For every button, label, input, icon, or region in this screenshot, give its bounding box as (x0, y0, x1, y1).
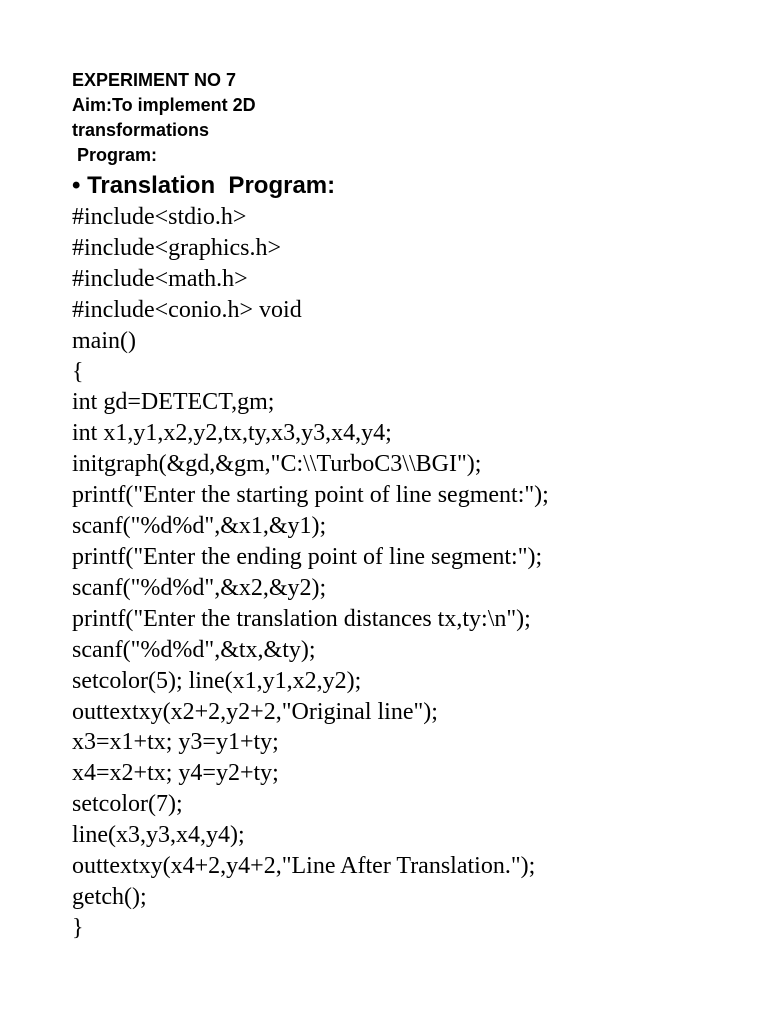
program-heading: Program: (72, 145, 158, 165)
code-line: setcolor(5); line(x1,y1,x2,y2); (72, 667, 362, 694)
code-line: outtextxy(x4+2,y4+2,"Line After Translation."); (72, 853, 536, 880)
document-page (72, 68, 752, 944)
code-line: int gd=DETECT,gm; (72, 389, 275, 416)
code-line: int x1,y1,x2,y2,tx,ty,x3,y3,x4,y4; (72, 420, 392, 447)
code-block (72, 202, 752, 944)
code-line: main() (72, 327, 136, 354)
code-line: line(x3,y3,x4,y4); (72, 822, 245, 849)
code-line: getch(); (72, 883, 147, 910)
code-line: #include<stdio.h> (72, 204, 247, 230)
aim-heading-line-1: Aim:To implement 2D (72, 95, 256, 115)
code-line: } (72, 914, 84, 941)
code-line: scanf("%d%d",&x1,&y1); (72, 513, 327, 540)
code-line: scanf("%d%d",&x2,&y2); (72, 574, 327, 601)
code-line: printf("Enter the starting point of line segment:"); (72, 482, 549, 509)
code-line: printf("Enter the ending point of line segment:"); (72, 543, 543, 570)
experiment-number-heading: EXPERIMENT NO 7 (72, 70, 237, 90)
code-line: #include<math.h> (72, 265, 248, 292)
code-line: printf("Enter the translation distances tx,ty:\n"); (72, 605, 531, 632)
aim-heading-line-2: transformations (72, 120, 210, 140)
code-line: x4=x2+tx; y4=y2+ty; (72, 760, 279, 787)
code-line: { (72, 358, 84, 385)
code-line: outtextxy(x2+2,y2+2,"Original line"); (72, 698, 438, 725)
section-title: • Translation Program: (72, 172, 336, 199)
code-line: initgraph(&gd,&gm,"C:\\TurboC3\\BGI"); (72, 451, 482, 478)
code-line: #include<graphics.h> (72, 234, 282, 261)
code-line: #include<conio.h> void (72, 296, 302, 323)
code-line: scanf("%d%d",&tx,&ty); (72, 636, 316, 663)
code-line: setcolor(7); (72, 791, 183, 818)
code-line: x3=x1+tx; y3=y1+ty; (72, 729, 279, 756)
